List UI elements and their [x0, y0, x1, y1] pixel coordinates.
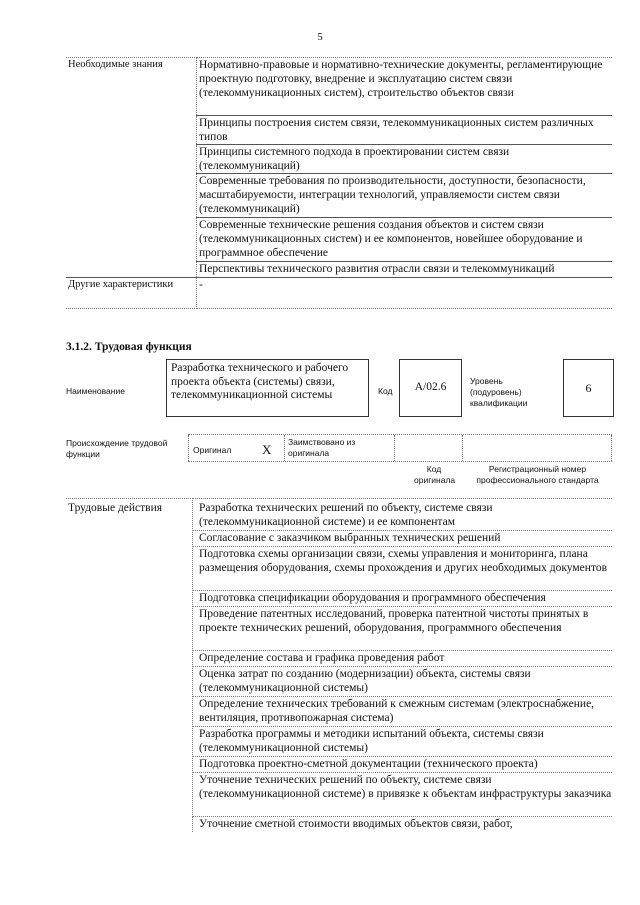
- action-item: Согласование с заказчиком выбранных технических решений: [193, 531, 613, 547]
- code-label: Код: [378, 386, 393, 396]
- actions-label: Трудовые действия: [66, 499, 193, 833]
- other-value: -: [197, 278, 613, 309]
- action-item: Подготовка схемы организации связи, схемы управления и мониторинга, плана размещения оборудования, схемы прохождения и других необходимых документов: [193, 547, 613, 591]
- action-item: Проведение патентных исследований, проверка патентной чистоты принятых в проекте технических решений, оборудования, программного обеспечения: [193, 607, 613, 651]
- action-item: Подготовка спецификации оборудования и программного обеспечения: [193, 591, 613, 607]
- action-item: Подготовка проектно-сметной документации (технического проекта): [193, 757, 613, 773]
- reg-number-caption: Регистрационный номер профессионального стандарта: [476, 464, 599, 485]
- other-label: Другие характеристики: [66, 278, 197, 309]
- action-item: Уточнение технических решений по объекту, системе связи (телекоммуникационной системе) в привязке к объектам инфраструктуры заказчика: [193, 773, 613, 817]
- actions-table: [66, 498, 612, 832]
- knowledge-label: Необходимые знания: [66, 58, 197, 278]
- knowledge-item: Нормативно-правовые и нормативно-технические документы, регламентирующие проектную подготовку, внедрение и эксплуатацию систем связи (телекоммуникационных систем), строительство объектов связи: [197, 58, 613, 116]
- origin-mark: X: [262, 442, 272, 457]
- action-item: Определение состава и графика проведения работ: [193, 651, 613, 667]
- action-item: Уточнение сметной стоимости вводимых объектов связи, работ,: [193, 817, 613, 833]
- page-number: 5: [317, 31, 323, 43]
- name-label: Наименование: [66, 386, 125, 396]
- code-box: [399, 359, 462, 417]
- action-item: Оценка затрат по созданию (модернизации) объекта, системы связи (телекоммуникационной системы): [193, 667, 613, 697]
- knowledge-item: Современные технические решения создания объектов и систем связи (телекоммуникационных систем) и ее компонентов, новейшее оборудование и программное обеспечение: [197, 218, 613, 262]
- knowledge-item: Принципы системного подхода в проектировании систем связи (телекоммуникаций): [197, 145, 613, 174]
- action-item: Разработка программы и методики испытаний объекта, системы связи (телекоммуникационной системы): [193, 727, 613, 757]
- level-value: 6: [585, 381, 592, 395]
- name-box: [166, 359, 369, 417]
- knowledge-item: Принципы построения систем связи, телекоммуникационных систем различных типов: [197, 116, 613, 145]
- code-original-caption: Код оригинала: [414, 464, 456, 485]
- origin-label: Происхождение трудовой функции: [66, 438, 168, 459]
- level-label: Уровень (подуровень) квалификации: [470, 376, 528, 408]
- knowledge-item: Перспективы технического развития отрасли связи и телекоммуникаций: [197, 262, 613, 278]
- name-value: Разработка технического и рабочего проекта объекта (системы) связи, телекоммуникационной системы: [171, 362, 349, 401]
- section-title: 3.1.2. Трудовая функция: [66, 341, 192, 353]
- action-item: Определение технических требований к смежным системам (электроснабжение, вентиляция, противопожарная система): [193, 697, 613, 727]
- level-box: [563, 359, 614, 417]
- origin-borrowed: Заимствовано из оригинала: [288, 437, 356, 458]
- code-value: A/02.6: [414, 381, 447, 393]
- knowledge-table: [66, 57, 612, 309]
- origin-original: Оригинал: [193, 445, 232, 455]
- origin-row: [188, 434, 612, 462]
- knowledge-item: Современные требования по производительности, доступности, безопасности, масштабируемости, интеграции технологий, управляемости систем связи (телекоммуникаций): [197, 174, 613, 218]
- action-item: Разработка технических решений по объекту, системе связи (телекоммуникационной системе) и ее компонентам: [193, 499, 613, 531]
